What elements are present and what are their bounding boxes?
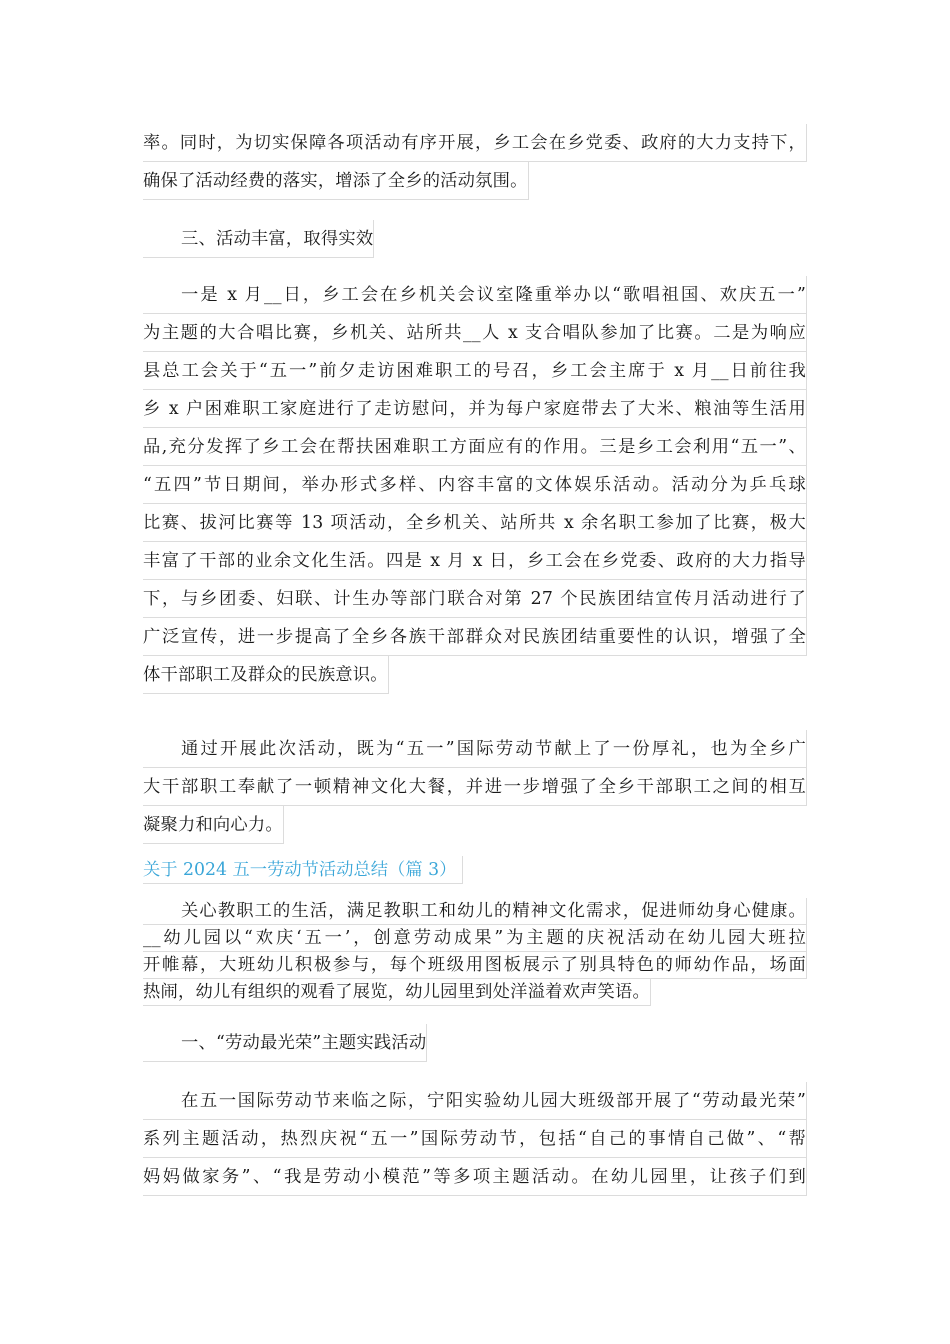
paragraph-line: 通过开展此次活动，既为“五一”国际劳动节献上了一份厚礼，也为全乡广 xyxy=(143,730,807,768)
paragraph-line: 凝聚力和向心力。 xyxy=(143,806,284,844)
paragraph-line: 大干部职工奉献了一顿精神文化大餐，并进一步增强了全乡干部职工之间的相互 xyxy=(143,768,807,806)
section-heading-text: 三、活动丰富，取得实效 xyxy=(143,220,374,258)
paragraph-line: 系列主题活动，热烈庆祝“五一”国际劳动节，包括“自己的事情自己做”、“帮 xyxy=(143,1120,807,1158)
paragraph-activities xyxy=(143,276,807,694)
paragraph-line: 乡 x 户困难职工家庭进行了走访慰问，并为每户家庭带去了大米、粮油等生活用 xyxy=(143,390,807,428)
paragraph-line: 县总工会关于“五一”前夕走访困难职工的号召，乡工会主席于 x 月__日前往我 xyxy=(143,352,807,390)
paragraph-line: 关心教职工的生活，满足教职工和幼儿的精神文化需求，促进师幼身心健康。 xyxy=(143,898,807,925)
paragraph-continuation xyxy=(143,124,807,200)
section-heading-1 xyxy=(143,1024,807,1062)
paragraph-line: 为主题的大合唱比赛，乡机关、站所共__人 x 支合唱队参加了比赛。二是为响应 xyxy=(143,314,807,352)
paragraph-line: __幼儿园以“欢庆‘五一’，创意劳动成果”为主题的庆祝活动在幼儿园大班拉 xyxy=(143,925,807,952)
paragraph-line: 一是 x 月__日，乡工会在乡机关会议室隆重举办以“歌唱祖国、欢庆五一” xyxy=(143,276,807,314)
paragraph-line: “五四”节日期间，举办形式多样、内容丰富的文体娱乐活动。活动分为乒乓球 xyxy=(143,466,807,504)
paragraph-line: 丰富了干部的业余文化生活。四是 x 月 x 日，乡工会在乡党委、政府的大力指导 xyxy=(143,542,807,580)
paragraph-line: 体干部职工及群众的民族意识。 xyxy=(143,656,389,694)
article-title-link[interactable]: 关于 2024 五一劳动节活动总结（篇 3） xyxy=(143,856,463,884)
paragraph-line: 比赛、拔河比赛等 13 项活动，全乡机关、站所共 x 余名职工参加了比赛，极大 xyxy=(143,504,807,542)
paragraph-line: 率。同时，为切实保障各项活动有序开展，乡工会在乡党委、政府的大力支持下， xyxy=(143,124,807,162)
paragraph-kindergarten-intro xyxy=(143,898,807,1006)
paragraph-line: 在五一国际劳动节来临之际，宁阳实验幼儿园大班级部开展了“劳动最光荣” xyxy=(143,1082,807,1120)
paragraph-line: 确保了活动经费的落实，增添了全乡的活动氛围。 xyxy=(143,162,529,200)
paragraph-conclusion xyxy=(143,730,807,844)
paragraph-line: 下，与乡团委、妇联、计生办等部门联合对第 27 个民族团结宣传月活动进行了 xyxy=(143,580,807,618)
section-heading-text: 一、“劳动最光荣”主题实践活动 xyxy=(143,1024,427,1062)
paragraph-line: 广泛宣传，进一步提高了全乡各族干部群众对民族团结重要性的认识，增强了全 xyxy=(143,618,807,656)
paragraph-line: 热闹，幼儿有组织的观看了展览，幼儿园里到处洋溢着欢声笑语。 xyxy=(143,979,651,1006)
paragraph-line: 品,充分发挥了乡工会在帮扶困难职工方面应有的作用。三是乡工会利用“五一”、 xyxy=(143,428,807,466)
section-heading-3 xyxy=(143,220,807,258)
paragraph-line: 妈妈做家务”、“我是劳动小模范”等多项主题活动。在幼儿园里，让孩子们到 xyxy=(143,1158,807,1196)
paragraph-line: 开帷幕，大班幼儿积极参与，每个班级用图板展示了别具特色的师幼作品，场面 xyxy=(143,952,807,979)
paragraph-labor-activities xyxy=(143,1082,807,1196)
